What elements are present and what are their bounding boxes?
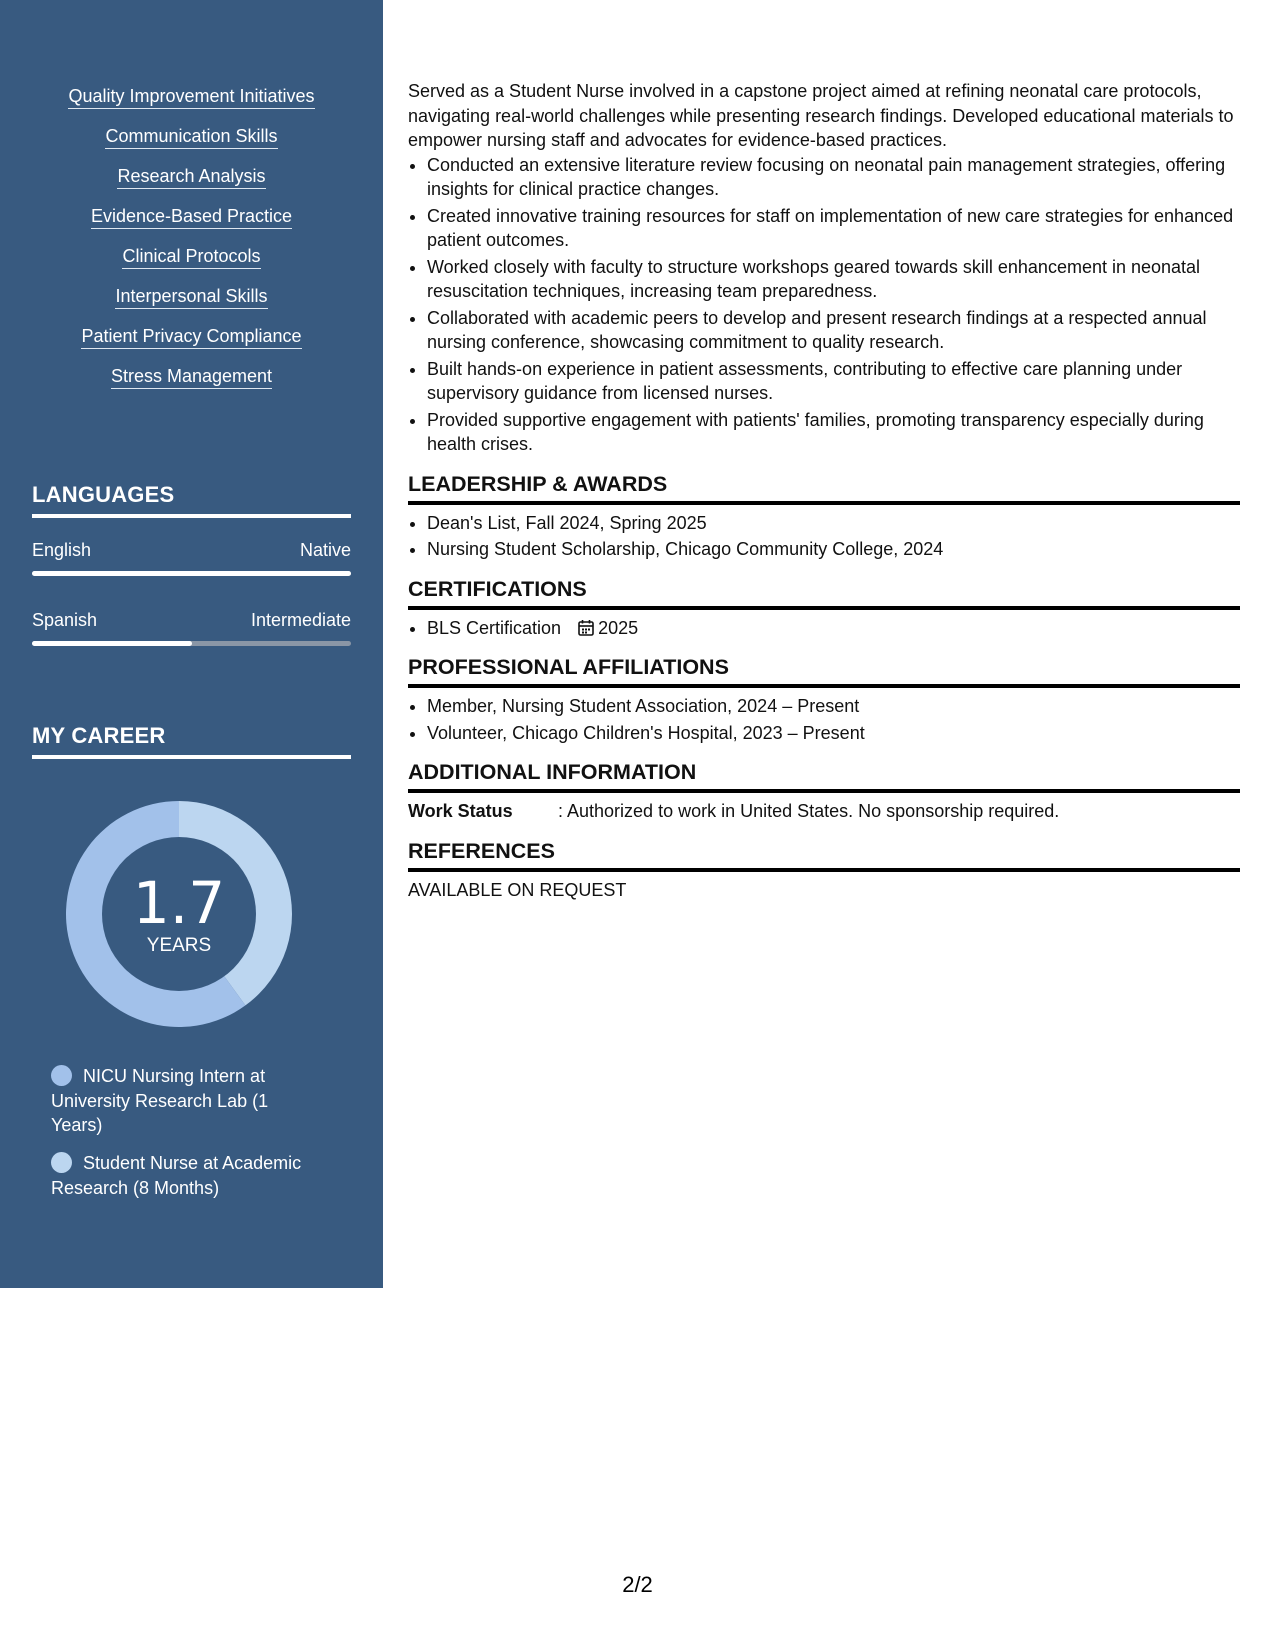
career-legend-item <box>51 1151 321 1200</box>
leadership-item: • Dean's List, Fall 2024, Spring 2025 <box>427 511 1240 536</box>
bullet-item: • Provided supportive engagement with patients' families, promoting transparency especially during health crises. <box>427 408 1240 457</box>
certifications-heading: CERTIFICATIONS <box>408 575 1240 610</box>
skill-item: Patient Privacy Compliance <box>81 326 301 349</box>
certification-year: 2025 <box>598 617 639 638</box>
references-heading: REFERENCES <box>408 837 1240 872</box>
certification-item <box>427 616 1240 641</box>
language-bar-fill <box>32 641 192 646</box>
skill-item: Evidence-Based Practice <box>91 206 292 229</box>
work-status-row <box>408 799 1240 824</box>
bullet-item: • Collaborated with academic peers to develop and present research findings at a respected annual nursing conference, showcasing commitment to quality research. <box>427 306 1240 355</box>
language-name: English <box>32 540 92 560</box>
skill-item: Clinical Protocols <box>122 246 260 269</box>
language-level: Native <box>299 540 351 560</box>
sidebar <box>0 0 383 1288</box>
additional-info-heading: ADDITIONAL INFORMATION <box>408 758 1240 793</box>
career-legend-text: NICU Nursing Intern at University Research Lab (1 Years) <box>51 1066 269 1135</box>
affiliation-item: • Volunteer, Chicago Children's Hospital, 2023 – Present <box>427 721 1240 746</box>
calendar-icon <box>578 619 594 636</box>
bullet-item: • Worked closely with faculty to structure workshops geared towards skill enhancement in neonatal resuscitation techniques, increasing team preparedness. <box>427 255 1240 304</box>
references-text: AVAILABLE ON REQUEST <box>408 879 627 900</box>
affiliations-heading: PROFESSIONAL AFFILIATIONS <box>408 653 1240 688</box>
language-level: Intermediate <box>250 610 351 630</box>
certifications-list <box>408 616 1240 641</box>
affiliation-item: • Member, Nursing Student Association, 2024 – Present <box>427 694 1240 719</box>
bullet-item: • Conducted an extensive literature review focusing on neonatal pain management strategies, offering insights for clinical practice changes. <box>427 153 1240 202</box>
leadership-heading: LEADERSHIP & AWARDS <box>408 470 1240 505</box>
legend-dot-icon <box>51 1065 72 1086</box>
skill-item: Quality Improvement Initiatives <box>68 86 314 109</box>
language-bar-fill <box>32 571 351 576</box>
work-status-label: Work Status <box>408 801 513 821</box>
experience-bullets <box>408 153 1240 457</box>
language-bar-spanish <box>32 641 351 646</box>
leadership-list <box>408 511 1240 562</box>
leadership-item: • Nursing Student Scholarship, Chicago Community College, 2024 <box>427 537 1240 562</box>
career-total-years: 1.7 <box>132 869 226 937</box>
career-heading: MY CAREER <box>32 723 351 759</box>
affiliations-list <box>408 694 1240 745</box>
skill-item: Research Analysis <box>117 166 265 189</box>
skill-item: Interpersonal Skills <box>115 286 267 309</box>
language-bar-english <box>32 571 351 576</box>
bullet-item: • Built hands-on experience in patient assessments, contributing to effective care planning under supervisory guidance from licensed nurses. <box>427 357 1240 406</box>
language-row-english <box>32 540 351 561</box>
work-status-value: : Authorized to work in United States. No sponsorship required. <box>558 801 1060 821</box>
experience-summary: Served as a Student Nurse involved in a capstone project aimed at refining neonatal care protocols, navigating real-world challenges while presenting research findings. Developed educational materials to empower nursing staff and advocates for evidence-based practices. <box>408 81 1234 150</box>
language-name: Spanish <box>32 610 98 630</box>
skill-item: Stress Management <box>111 366 272 389</box>
career-legend-text: Student Nurse at Academic Research (8 Months) <box>51 1153 302 1198</box>
certification-name: BLS Certification <box>427 617 562 638</box>
skills-list <box>0 86 383 406</box>
legend-dot-icon <box>51 1152 72 1173</box>
main-content <box>408 79 1240 902</box>
career-legend-item <box>51 1064 321 1138</box>
bullet-item: • Created innovative training resources for staff on implementation of new care strategies for enhanced patient outcomes. <box>427 204 1240 253</box>
career-total-unit: YEARS <box>146 935 212 956</box>
page-number: 2/2 <box>622 1572 653 1597</box>
skill-item: Communication Skills <box>105 126 277 149</box>
language-row-spanish <box>32 610 351 631</box>
languages-heading: LANGUAGES <box>32 482 351 518</box>
